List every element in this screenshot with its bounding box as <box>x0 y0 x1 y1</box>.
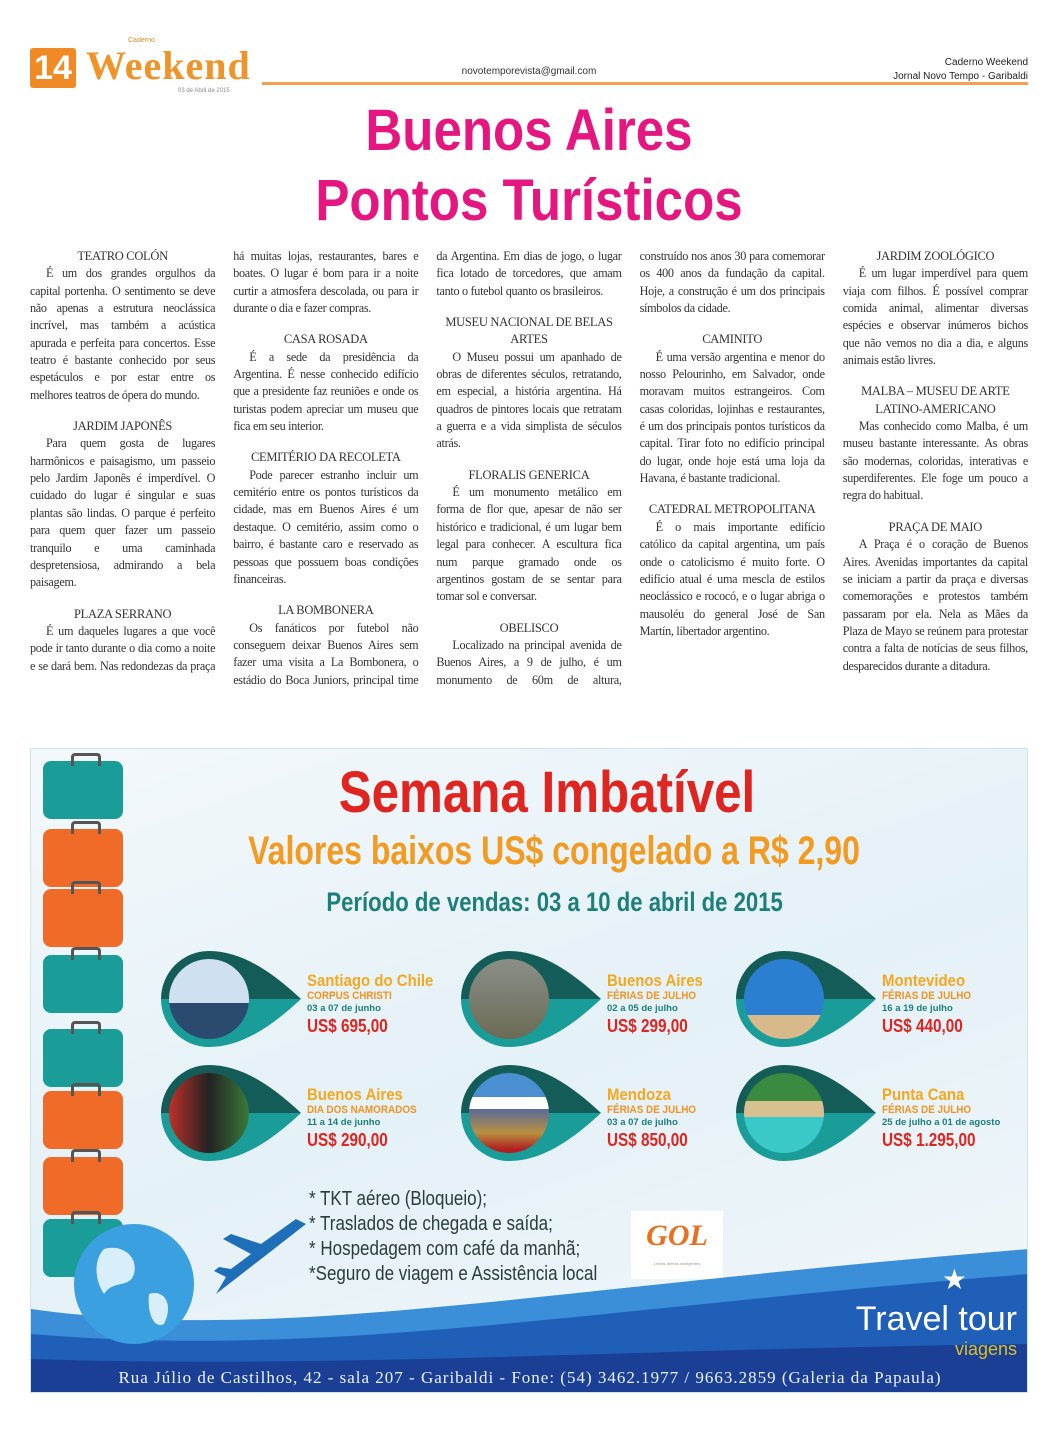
destination-name: Montevideo <box>882 971 966 990</box>
destination-name: Buenos Aires <box>607 971 703 990</box>
luggage-icon <box>43 1157 123 1215</box>
issue-date: 03 de Abril de 2015 <box>178 88 230 94</box>
section-body: É uma versão argentina e menor do nosso Pelourinho, em Salvador, onde moravam muitos estrangeiros. Com casas coloridas, lojinhas e restaurantes, é um dos principais pontos turísticos da capital. Tirar foto no edifício principal do lugar, onde hoje está uma loja da Havana, é bastante tradicional. <box>639 349 825 486</box>
header-right-line1: Caderno Weekend <box>944 57 1028 68</box>
gol-tagline: Linhas aéreas inteligentes <box>653 1261 701 1266</box>
header-right-line2: Jornal Novo Tempo - Garibaldi <box>893 71 1028 82</box>
article-title <box>63 96 994 236</box>
include-item: * Hospedagem com café da manhã; <box>309 1238 581 1260</box>
destination-occasion: DIA DOS NAMORADOS <box>307 1104 417 1116</box>
destination-offer <box>882 971 1028 1037</box>
header-publication <box>893 56 1028 84</box>
destination-occasion: FÉRIAS DE JULHO <box>607 990 697 1002</box>
page-number: 14 <box>30 48 76 88</box>
star-icon: ★ <box>941 1264 967 1295</box>
section-heading: PRAÇA DE MAIO <box>888 519 983 534</box>
destination-price: US$ 440,00 <box>882 1016 963 1036</box>
section-body: A Praça é o coração de Buenos Aires. Avenidas importantes da capital se iniciam a partir da praça e diversas comemorações e protestos também passaram por ela. Nela as Mães da Plaza de Mayo se reúnem para protestar contra a falta de notícias de seus filhos, desparecidos durante a ditadura. <box>842 537 1028 673</box>
destination-photo <box>736 951 876 1047</box>
section-body: Para quem gosta de lugares harmônicos e paisagismo, um passeio pelo Jardim Japonês é imperdível. O cuidado do lugar é singular e suas plantas são lindas. O parque é perfeito para quem quer fazer um passeio tranquilo e uma caminhada despretensiosa, admirando a bela paisagem. <box>30 436 216 590</box>
section-body: Localizado na principal avenida de Buenos Aires, a 9 de julho, é um monumento de 60m de altura, construído nos anos 30 para comemorar os 400 anos da fundação da capital. Hoje, a construção é um dos principais símbolos da cidade. <box>436 249 825 687</box>
section-body: É o mais importante edifício católico da capital argentina, um país onde o catolicismo é muito forte. O edifício atual é uma mescla de estilos neoclássico e rococó, e o lugar abriga o mausoléu do general José de San Martín, libertador argentino. <box>639 519 825 638</box>
luggage-icon <box>43 889 123 947</box>
section-body: É a sede da presidência da Argentina. É nesse conhecido edifício que a presidente faz reuniões e onde os turistas podem apreciar um museu que fica em seu interior. <box>233 349 419 434</box>
luggage-icon <box>43 1091 123 1149</box>
section-heading: OBELISCO <box>499 620 559 635</box>
ad-headline: Semana Imbatível <box>338 760 756 825</box>
section-heading: CASA ROSADA <box>283 332 368 347</box>
section-body: Pode parecer estranho incluir um cemitério entre os pontos turísticos da cidade, mas em Buenos Aires é um destaque. O cemitério, assim como o bairro, é bastante caro e reservado as pessoas que possuem boas condições financeiras. <box>233 467 419 586</box>
destination-price: US$ 1.295,00 <box>882 1130 976 1150</box>
section-heading: PLAZA SERRANO <box>74 606 172 621</box>
section-heading: CAMINITO <box>702 332 763 347</box>
destination-price: US$ 299,00 <box>607 1016 688 1036</box>
section-body: É um daqueles lugares a que você pode ir tanto durante o dia como a noite e se dará bem. Nas redondezas da praça há muitas lojas, restaurantes, bares e boates. O lugar é bom para ir a noite curtir a atmosfera descolada, ou para ir durante o dia e fazer compras. <box>30 249 419 673</box>
destination-photo <box>161 951 301 1047</box>
section-label-small: Caderno <box>128 37 155 44</box>
globe-icon <box>59 1219 209 1349</box>
include-item: * TKT aéreo (Bloqueio); <box>309 1188 487 1210</box>
destination-dates: 03 a 07 de julho <box>607 1117 678 1128</box>
section-body: É um monumento metálico em forma de flor que, apesar de não ser histórico e tradicional, é um lugar bem legal para conhecer. A escultura fica num parque gramado onde os argentinos gostam de se sentar para tomar sol e conversar. <box>436 485 622 604</box>
destination-price: US$ 695,00 <box>307 1016 388 1036</box>
section-body: Mas conhecido como Malba, é um museu bastante interessante. As obras são modernas, coloridas, interativas e superdiferentes. Ele foge um pouco a regra do habitual. <box>842 419 1028 503</box>
agency-address: Rua Júlio de Castilhos, 42 - sala 207 - Garibaldi - Fone: (54) 3462.1977 / 9663.2859 (Galeria da Papaula) <box>118 1368 942 1387</box>
destination-dates: 02 a 05 de julho <box>607 1003 678 1014</box>
section-heading: JARDIM JAPONÊS <box>73 419 173 434</box>
brand-subtitle: viagens <box>954 1339 1017 1359</box>
ad-sales-period: Período de vendas: 03 a 10 de abril de 2015 <box>326 887 783 917</box>
luggage-icon <box>43 955 123 1013</box>
section-heading: JARDIM ZOOLÓGICO <box>876 249 995 263</box>
destination-dates: 16 a 19 de julho <box>882 1003 953 1014</box>
section-heading: CATEDRAL METROPOLITANA <box>648 502 816 517</box>
travel-advertisement <box>30 748 1028 1393</box>
title-line-2: Pontos Turísticos <box>315 168 743 233</box>
header-email: novotemporevista@gmail.com <box>461 66 597 77</box>
section-body: Os fanáticos por futebol não conseguem deixar Buenos Aires sem fazer uma visita a La Bombonera, o estádio do Boca Juniors, principal time da Argentina. Em dias de jogo, o lugar fica lotado de torcedores, que amam tanto o futebol quanto os brasileiros. <box>233 249 622 687</box>
destination-photo <box>461 1065 601 1161</box>
ad-subheadline: Valores baixos US$ congelado a R$ 2,90 <box>248 829 860 873</box>
destination-offer <box>607 971 757 1037</box>
section-logo: Weekend <box>86 43 251 88</box>
destination-offer <box>307 971 457 1037</box>
include-item: * Traslados de chegada e saída; <box>309 1213 553 1235</box>
section-body: É um dos grandes orgulhos da capital portenha. O sentimento se deve não apenas a estrutura neoclássica incrível, mas também a acústica apurada e perfeita para concertos. Esse teatro é bastante conhecido por seus espetáculos e por estar entre os melhores teatros de ópera do mundo. <box>30 266 216 402</box>
section-heading: CEMITÉRIO DA RECOLETA <box>250 450 401 465</box>
destination-dates: 25 de julho a 01 de agosto <box>882 1117 1001 1128</box>
destination-offer <box>307 1085 457 1151</box>
gol-logo-text: GOL <box>646 1219 708 1252</box>
article-body <box>30 248 1028 689</box>
section-body: O Museu possui um apanhado de obras de diferentes séculos, retratando, em especial, a história argentina. Há quadros de pintores locais que retratam a guerra e a vida simplista de séculos atrás. <box>436 349 622 451</box>
destination-name: Punta Cana <box>882 1085 965 1104</box>
include-item: *Seguro de viagem e Assistência local <box>309 1263 598 1285</box>
airplane-icon <box>211 1219 311 1299</box>
destination-price: US$ 290,00 <box>307 1130 388 1150</box>
destination-dates: 03 a 07 de junho <box>307 1003 381 1014</box>
destination-photo <box>736 1065 876 1161</box>
destination-name: Buenos Aires <box>307 1085 403 1104</box>
destination-offer <box>882 1085 1028 1151</box>
section-body: É um lugar imperdível para quem viaja com filhos. É possível comprar comida animal, alimentar diversas espécies e observar inúmeros bichos que não vemos no dia a dia, e alguns animais estão livres. <box>842 266 1028 368</box>
section-heading: FLORALIS GENERICA <box>468 467 590 482</box>
destination-occasion: FÉRIAS DE JULHO <box>882 990 972 1002</box>
section-heading: MALBA – MUSEU DE ARTE LATINO-AMERICANO <box>861 384 1010 416</box>
section-heading: LA BOMBONERA <box>278 603 374 618</box>
section-heading: MUSEU NACIONAL DE BELAS ARTES <box>445 315 613 347</box>
section-heading: TEATRO COLÓN <box>77 249 168 263</box>
destination-photo <box>461 951 601 1047</box>
luggage-icon <box>43 829 123 887</box>
destination-photo <box>161 1065 301 1161</box>
luggage-icon <box>43 1029 123 1087</box>
destination-occasion: CORPUS CHRISTI <box>307 990 392 1002</box>
destination-name: Mendoza <box>607 1085 672 1104</box>
title-line-1: Buenos Aires <box>365 98 693 163</box>
destination-occasion: FÉRIAS DE JULHO <box>607 1104 697 1116</box>
destination-occasion: FÉRIAS DE JULHO <box>882 1104 972 1116</box>
destination-offer <box>607 1085 757 1151</box>
destination-price: US$ 850,00 <box>607 1130 688 1150</box>
brand-name: Travel tour <box>855 1300 1017 1338</box>
destination-name: Santiago do Chile <box>307 971 434 990</box>
destination-dates: 11 a 14 de junho <box>307 1117 381 1128</box>
